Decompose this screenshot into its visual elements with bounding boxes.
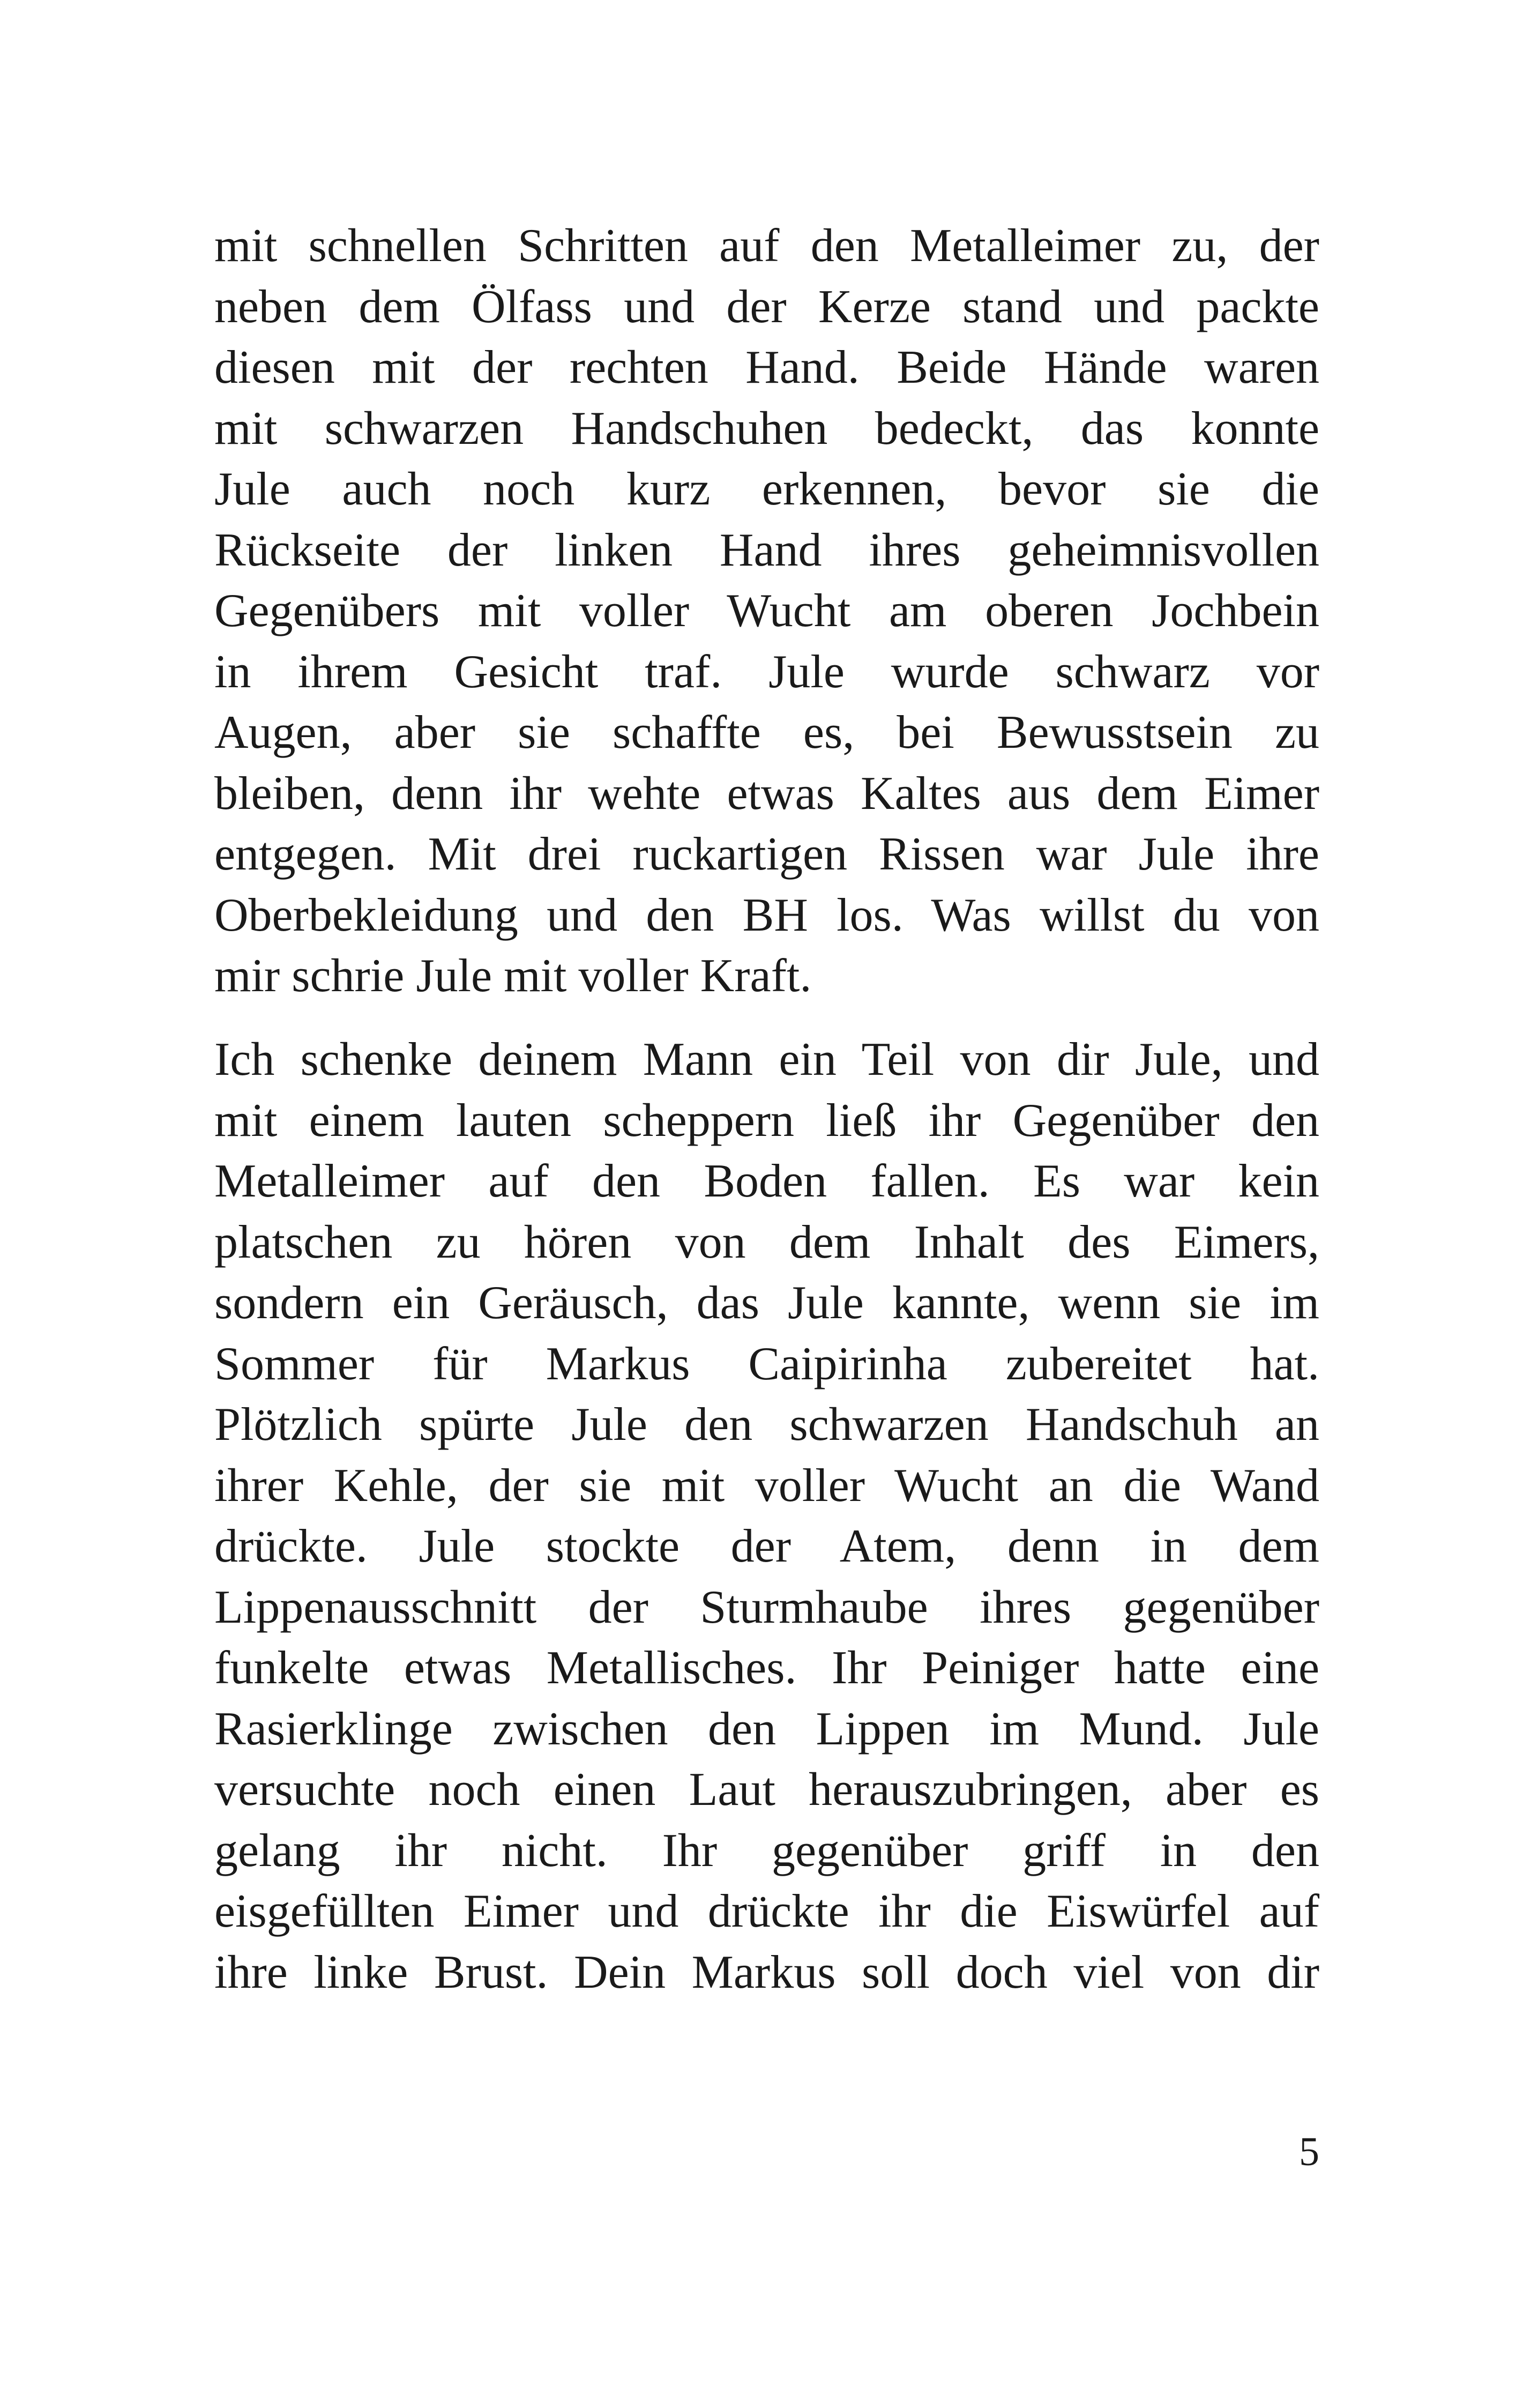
- text-line: eisgefüllten Eimer und drückte ihr die Eiswürfel auf: [214, 1885, 1319, 1937]
- text-line: mit einem lauten scheppern ließ ihr Gegenüber den: [214, 1094, 1319, 1147]
- text-line: sondern ein Geräusch, das Jule kannte, wenn sie im: [214, 1277, 1319, 1329]
- text-line: entgegen. Mit drei ruckartigen Rissen war Jule ihre: [214, 828, 1319, 880]
- text-line: in ihrem Gesicht traf. Jule wurde schwarz vor: [214, 645, 1319, 698]
- text-line: mit schnellen Schritten auf den Metalleimer zu, der: [214, 220, 1319, 272]
- text-line: drückte. Jule stockte der Atem, denn in dem: [214, 1520, 1319, 1572]
- text-line: Rasierklinge zwischen den Lippen im Mund. Jule: [214, 1703, 1319, 1755]
- text-line: Metalleimer auf den Boden fallen. Es war kein: [214, 1155, 1319, 1207]
- text-line: platschen zu hören von dem Inhalt des Eimers,: [214, 1216, 1319, 1268]
- paragraph-1: [214, 215, 1319, 1007]
- text-line: ihrer Kehle, der sie mit voller Wucht an die Wand: [214, 1459, 1319, 1512]
- text-line: Sommer für Markus Caipirinha zubereitet hat.: [214, 1337, 1319, 1390]
- paragraph-2: [214, 1029, 1319, 2003]
- text-line: Augen, aber sie schaffte es, bei Bewusstsein zu: [214, 707, 1319, 759]
- text-line: versuchte noch einen Laut herauszubringen, aber es: [214, 1764, 1319, 1816]
- text-line: ihre linke Brust. Dein Markus soll doch viel von dir: [214, 1946, 1319, 1998]
- text-line: neben dem Ölfass und der Kerze stand und packte: [214, 280, 1319, 333]
- text-line: mir schrie Jule mit voller Kraft.: [214, 950, 812, 1002]
- text-line: Lippenausschnitt der Sturmhaube ihres gegenüber: [214, 1581, 1319, 1633]
- text-line: Oberbekleidung und den BH los. Was willst du von: [214, 889, 1319, 941]
- text-line: Jule auch noch kurz erkennen, bevor sie die: [214, 463, 1319, 515]
- text-line: gelang ihr nicht. Ihr gegenüber griff in den: [214, 1824, 1319, 1877]
- page-number: 5: [1299, 2129, 1319, 2174]
- text-line: Gegenübers mit voller Wucht am oberen Jochbein: [214, 585, 1319, 637]
- text-line: funkelte etwas Metallisches. Ihr Peiniger hatte eine: [214, 1642, 1319, 1694]
- text-line: Rückseite der linken Hand ihres geheimnisvollen: [214, 524, 1319, 576]
- text-line: mit schwarzen Handschuhen bedeckt, das konnte: [214, 402, 1319, 455]
- text-line: Ich schenke deinem Mann ein Teil von dir Jule, und: [214, 1034, 1319, 1086]
- text-line: bleiben, denn ihr wehte etwas Kaltes aus dem Eimer: [214, 767, 1319, 820]
- text-line: diesen mit der rechten Hand. Beide Hände waren: [214, 341, 1319, 393]
- text-line: Plötzlich spürte Jule den schwarzen Handschuh an: [214, 1399, 1319, 1451]
